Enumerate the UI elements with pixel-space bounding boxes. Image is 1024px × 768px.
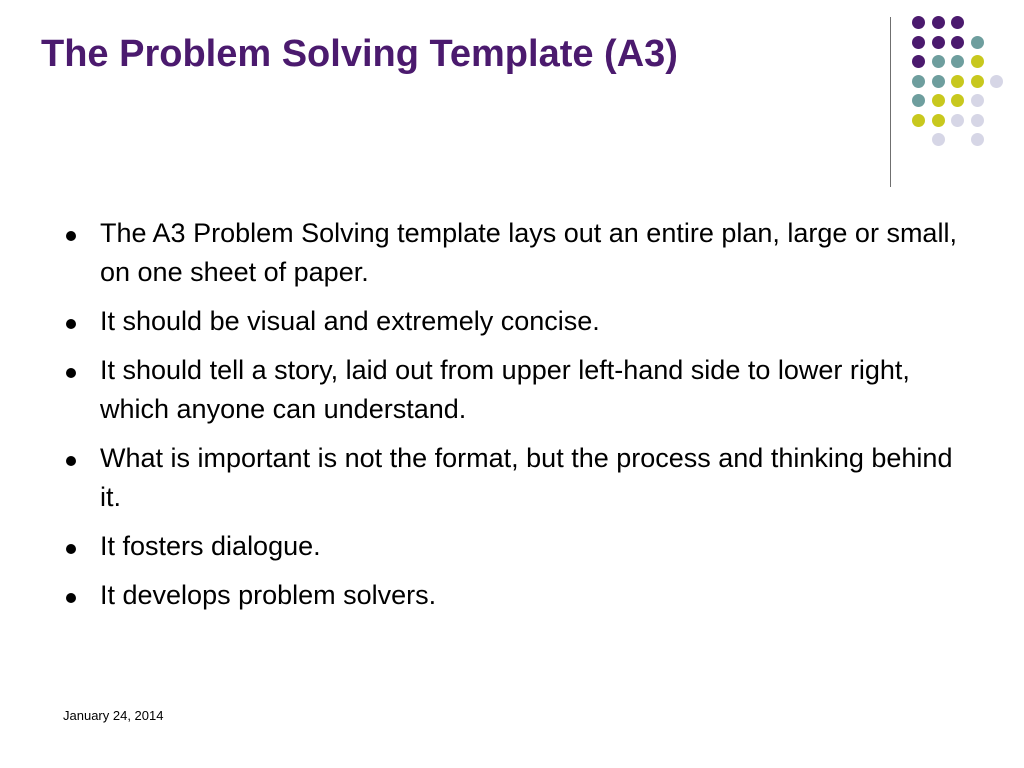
decorative-dot: [912, 16, 925, 29]
bullet-marker: [66, 593, 76, 603]
bullet-text: The A3 Problem Solving template lays out an entire plan, large or small, on one sheet of paper.: [100, 218, 957, 287]
decorative-dot: [971, 133, 984, 146]
decorative-dot: [912, 75, 925, 88]
decorative-dot: [951, 16, 964, 29]
decorative-dot: [990, 75, 1003, 88]
bullet-text: It should tell a story, laid out from upper left-hand side to lower right, which anyone can understand.: [100, 355, 910, 424]
decorative-dot: [932, 133, 945, 146]
decorative-dot: [951, 114, 964, 127]
bullet-item: [66, 214, 976, 292]
decorative-dot: [932, 16, 945, 29]
decorative-dot: [971, 75, 984, 88]
bullet-item: [66, 576, 976, 615]
bullet-marker: [66, 319, 76, 329]
decorative-dot: [932, 36, 945, 49]
decorative-dot: [912, 55, 925, 68]
bullet-marker: [66, 456, 76, 466]
bullet-text: What is important is not the format, but the process and thinking behind it.: [100, 443, 953, 512]
bullet-list: [66, 214, 976, 625]
bullet-item: [66, 302, 976, 341]
bullet-item: [66, 351, 976, 429]
decorative-dot: [932, 55, 945, 68]
slide-title: The Problem Solving Template (A3): [41, 33, 678, 75]
decorative-dot: [951, 55, 964, 68]
decorative-dot: [912, 94, 925, 107]
decorative-dot: [971, 55, 984, 68]
decorative-dot: [912, 114, 925, 127]
decorative-dot: [932, 75, 945, 88]
decorative-dot: [932, 114, 945, 127]
decorative-dot: [932, 94, 945, 107]
decorative-dot: [971, 114, 984, 127]
bullet-text: It develops problem solvers.: [100, 580, 437, 610]
bullet-marker: [66, 544, 76, 554]
bullet-marker: [66, 368, 76, 378]
decorative-dot: [971, 36, 984, 49]
decorative-dot: [912, 36, 925, 49]
footer-date: January 24, 2014: [63, 708, 164, 723]
decorative-dot: [951, 94, 964, 107]
decorative-dot: [951, 36, 964, 49]
bullet-item: [66, 439, 976, 517]
bullet-text: It should be visual and extremely concise.: [100, 306, 600, 336]
bullet-marker: [66, 231, 76, 241]
bullet-text: It fosters dialogue.: [100, 531, 321, 561]
vertical-divider: [890, 17, 891, 187]
bullet-item: [66, 527, 976, 566]
decorative-dot: [971, 94, 984, 107]
decorative-dot: [951, 75, 964, 88]
